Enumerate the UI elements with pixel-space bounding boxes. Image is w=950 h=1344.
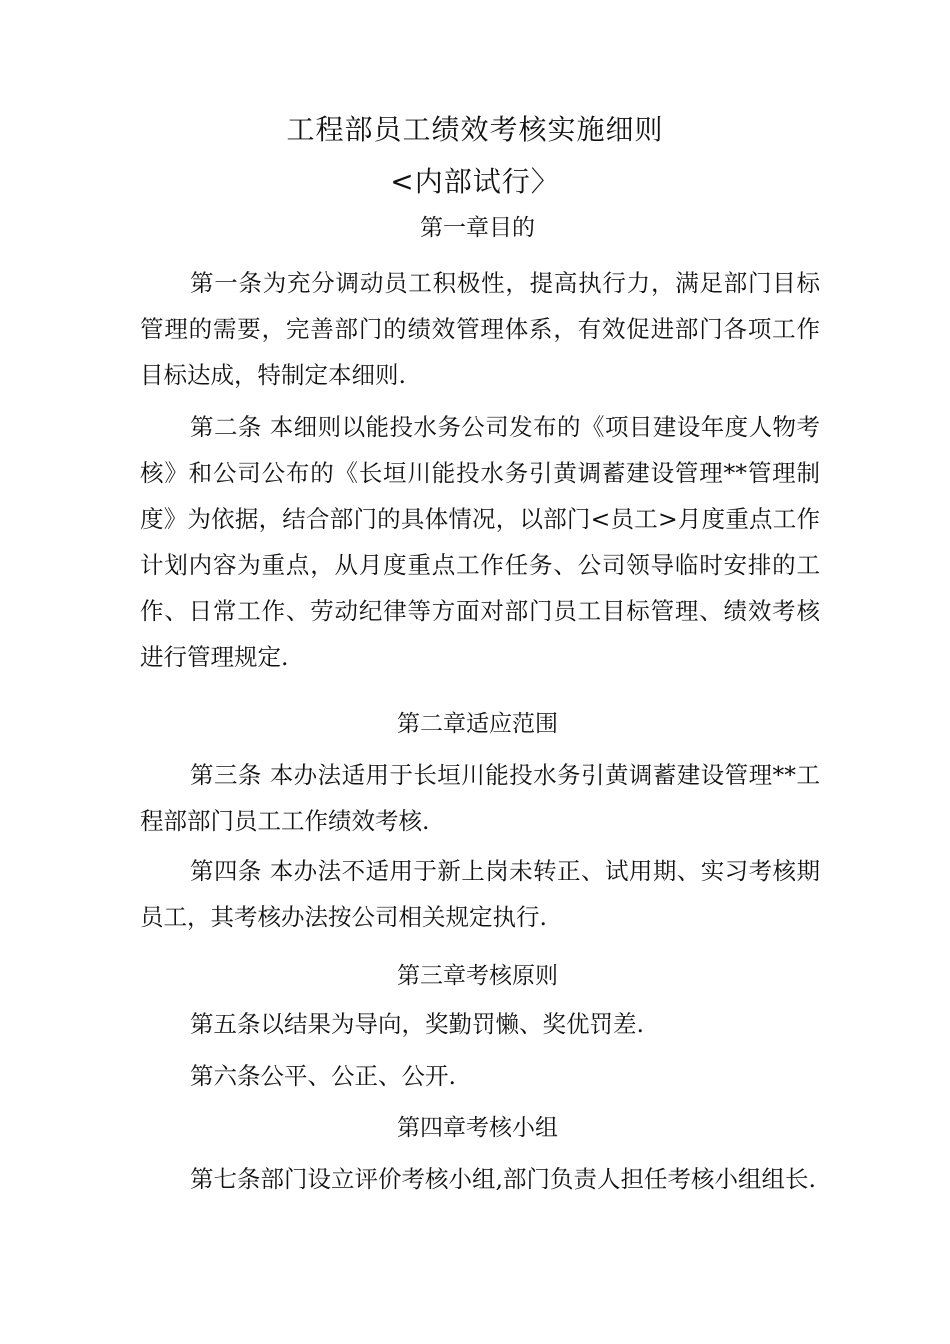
chapter-heading: 第一章目的 (420, 215, 535, 241)
document-subtitle: <内部试行〉 (390, 165, 560, 198)
chapter-heading: 第四章考核小组 (397, 1115, 558, 1141)
article-paragraph: 第二条 本细则以能投水务公司发布的《项目建设年度人物考核》和公司公布的《长垣川能投水务引黄调蓄建设管理**管理制度》为依据，结合部门的具体情况，以部门<员工>月度重点工作计划内容为重点，从月度重点工作任务、公司领导临时安排的工作、日常工作、劳动纪律等方面对部门员工目标管理、绩效考核进行管理规定. (140, 413, 820, 671)
article-paragraph: 第五条以结果为导向，奖勤罚懒、奖优罚差. (190, 1010, 644, 1038)
chapter-heading: 第三章考核原则 (397, 963, 558, 989)
article-paragraph: 第三条 本办法适用于长垣川能投水务引黄调蓄建设管理**工程部部门员工工作绩效考核. (140, 761, 820, 835)
article-paragraph: 第四条 本办法不适用于新上岗未转正、试用期、实习考核期员工，其考核办法按公司相关规定执行. (140, 857, 820, 931)
article-paragraph: 第六条公平、公正、公开. (190, 1062, 456, 1090)
article-paragraph: 第一条为充分调动员工积极性，提高执行力，满足部门目标管理的需要，完善部门的绩效管理体系，有效促进部门各项工作目标达成，特制定本细则. (140, 269, 820, 389)
chapter-heading: 第二章适应范围 (397, 711, 558, 737)
article-paragraph: 第七条部门设立评价考核小组,部门负责人担任考核小组组长. (190, 1165, 816, 1193)
document-title: 工程部员工绩效考核实施细则 (286, 113, 664, 146)
